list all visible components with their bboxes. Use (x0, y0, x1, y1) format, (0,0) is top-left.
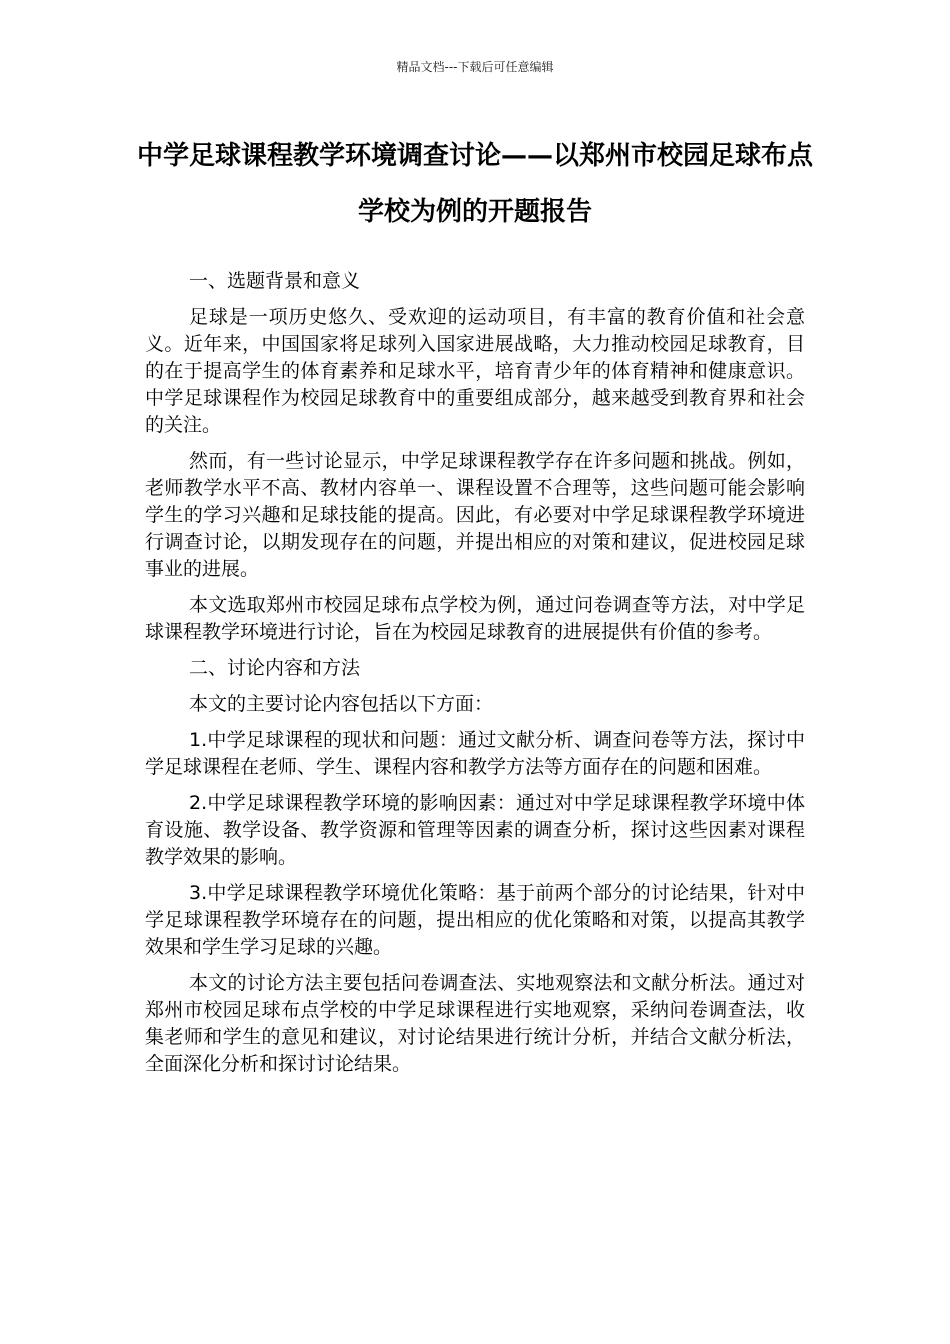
document-title: 中学足球课程教学环境调查讨论——以郑州市校园足球布点学校为例的开题报告 (136, 141, 813, 227)
section-heading: 一、选题背景和意义 (189, 270, 361, 292)
body-paragraph: 本文的讨论方法主要包括问卷调查法、实地观察法和文献分析法。通过对郑州市校园足球布点学校的中学足球课程进行实地观察，采纳问卷调查法，收集老师和学生的意见和建议，对讨论结果进行统计分析，并结合文献分析法，全面深化分析和探讨讨论结果。 (145, 972, 805, 1075)
document-body (145, 268, 805, 1087)
body-paragraph: 然而，有一些讨论显示，中学足球课程教学存在许多问题和挑战。例如，老师教学水平不高、教材内容单一、课程设置不合理等，这些问题可能会影响学生的学习兴趣和足球技能的提高。因此，有必要对中学足球课程教学环境进行调查讨论，以期发现存在的问题，并提出相应的对策和建议，促进校园足球事业的进展。 (145, 450, 805, 580)
body-paragraph: 足球是一项历史悠久、受欢迎的运动项目，有丰富的教育价值和社会意义。近年来，中国国家将足球列入国家进展战略，大力推动校园足球教育，目的在于提高学生的体育素养和足球水平，培育青少年的体育精神和健康意识。中学足球课程作为校园足球教育中的重要组成部分，越来越受到教育界和社会的关注。 (145, 306, 805, 436)
list-item: 3.中学足球课程教学环境优化策略：基于前两个部分的讨论结果，针对中学足球课程教学环境存在的问题，提出相应的优化策略和对策，以提高其教学效果和学生学习足球的兴趣。 (145, 882, 805, 958)
section-content-methods (145, 655, 805, 1078)
header-note: 精品文档---下载后可任意编辑 (396, 60, 554, 74)
body-paragraph: 本文的主要讨论内容包括以下方面： (189, 693, 494, 715)
list-item: 2.中学足球课程教学环境的影响因素：通过对中学足球课程教学环境中体育设施、教学设备、教学资源和管理等因素的调查分析，探讨这些因素对课程教学效果的影响。 (145, 792, 805, 868)
section-heading: 二、讨论内容和方法 (189, 657, 361, 679)
list-item: 1.中学足球课程的现状和问题：通过文献分析、调查问卷等方法，探讨中学足球课程在老师、学生、课程内容和教学方法等方面存在的问题和困难。 (145, 729, 805, 778)
section-background (145, 268, 805, 646)
body-paragraph: 本文选取郑州市校园足球布点学校为例，通过问卷调查等方法，对中学足球课程教学环境进行讨论，旨在为校园足球教育的进展提供有价值的参考。 (145, 594, 805, 643)
